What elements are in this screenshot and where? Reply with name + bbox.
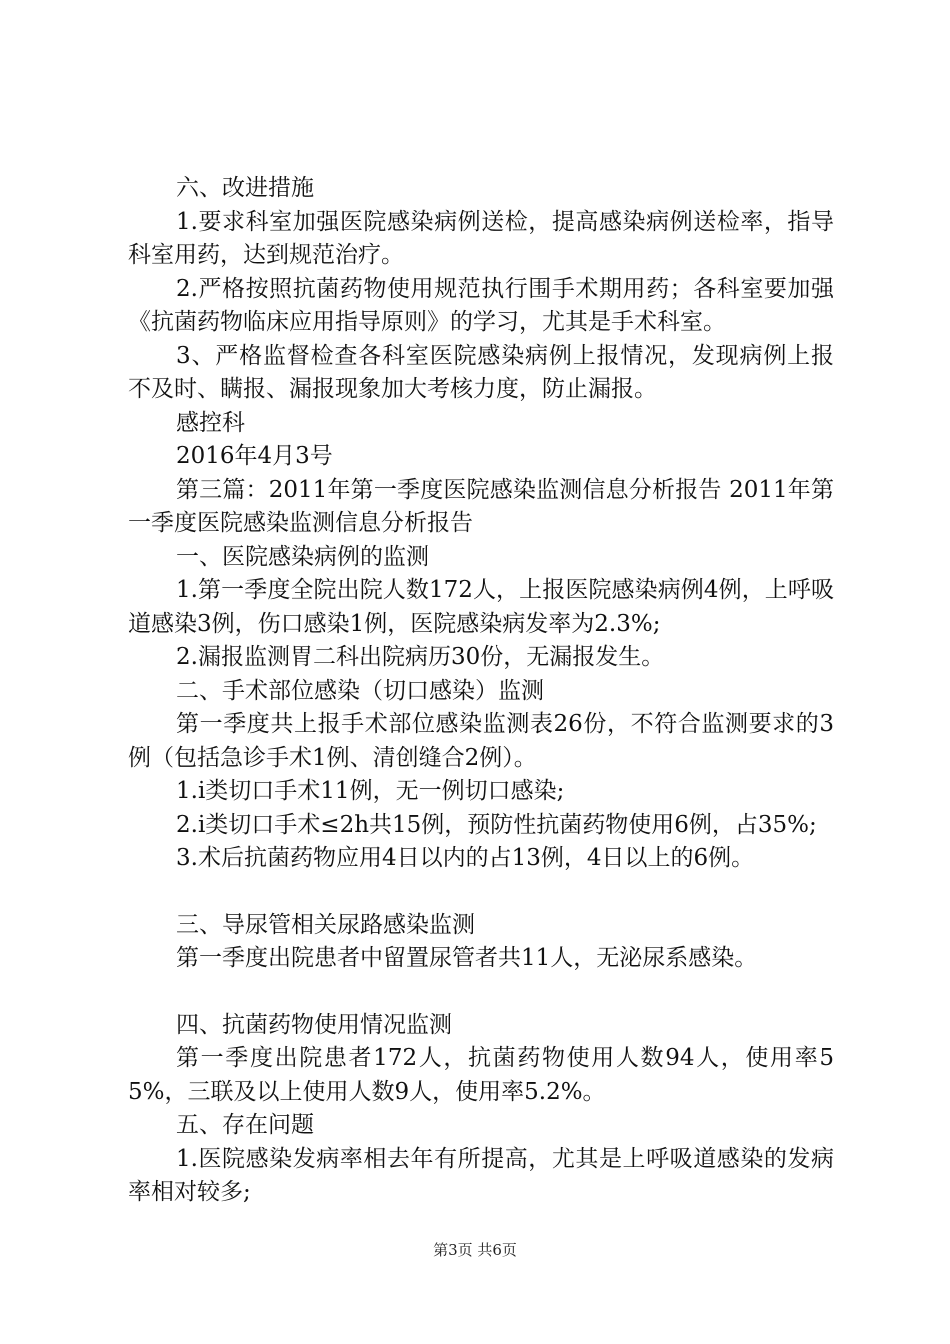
paragraph-improvement-1: 1.要求科室加强医院感染病例送检，提高感染病例送检率，指导科室用药，达到规范治疗。 bbox=[128, 208, 834, 268]
paragraph-improvement-3: 3、严格监督检查各科室医院感染病例上报情况，发现病例上报不及时、瞒报、漏报现象加大考核力度，防止漏报。 bbox=[128, 342, 834, 402]
paragraph-antibiotics: 第一季度出院患者172人，抗菌药物使用人数94人，使用率55%，三联及以上使用人数9人，使用率5.2%。 bbox=[128, 1045, 834, 1105]
paragraph-infection-cases-2: 2.漏报监测胃二科出院病历30份，无漏报发生。 bbox=[176, 644, 665, 670]
paragraph-infection-cases-1: 1.第一季度全院出院人数172人，上报医院感染病例4例，上呼吸道感染3例，伤口感染1例，医院感染病发率为2.3%; bbox=[128, 577, 834, 637]
section-heading-infection-cases: 一、医院感染病例的监测 bbox=[176, 543, 429, 570]
paragraph-catheter: 第一季度出院患者中留置尿管者共11人，无泌尿系感染。 bbox=[176, 945, 758, 971]
section-heading-improvement: 六、改进措施 bbox=[176, 175, 314, 201]
signature-department: 感控科 bbox=[176, 409, 245, 436]
paragraph-surgical-site-intro: 第一季度共上报手术部位感染监测表26份，不符合监测要求的3例（包括急诊手术1例、清创缝合2例）。 bbox=[128, 711, 834, 771]
signature-date: 2016年4月3号 bbox=[176, 443, 333, 469]
paragraph-surgical-site-3: 3.术后抗菌药物应用4日以内的占13例，4日以上的6例。 bbox=[176, 845, 755, 871]
section-heading-antibiotics: 四、抗菌药物使用情况监测 bbox=[176, 1011, 452, 1038]
document-body bbox=[128, 172, 834, 1210]
page-footer: 第3页 共6页 bbox=[433, 1241, 517, 1259]
paragraph-surgical-site-1: 1.ⅰ类切口手术11例，无一例切口感染; bbox=[176, 778, 565, 804]
paragraph-problems-1: 1.医院感染发病率相去年有所提高，尤其是上呼吸道感染的发病率相对较多; bbox=[128, 1145, 834, 1205]
section-heading-problems: 五、存在问题 bbox=[176, 1112, 314, 1138]
paragraph-improvement-2: 2.严格按照抗菌药物使用规范执行围手术期用药；各科室要加强《抗菌药物临床应用指导原则》的学习，尤其是手术科室。 bbox=[128, 275, 834, 335]
section-heading-catheter: 三、导尿管相关尿路感染监测 bbox=[176, 911, 475, 938]
section-heading-surgical-site: 二、手术部位感染（切口感染）监测 bbox=[176, 677, 544, 704]
chapter-title: 第三篇：2011年第一季度医院感染监测信息分析报告 2011年第一季度医院感染监测信息分析报告 bbox=[128, 476, 834, 536]
paragraph-surgical-site-2: 2.ⅰ类切口手术≤2h共15例，预防性抗菌药物使用6例，占35%; bbox=[176, 811, 817, 838]
